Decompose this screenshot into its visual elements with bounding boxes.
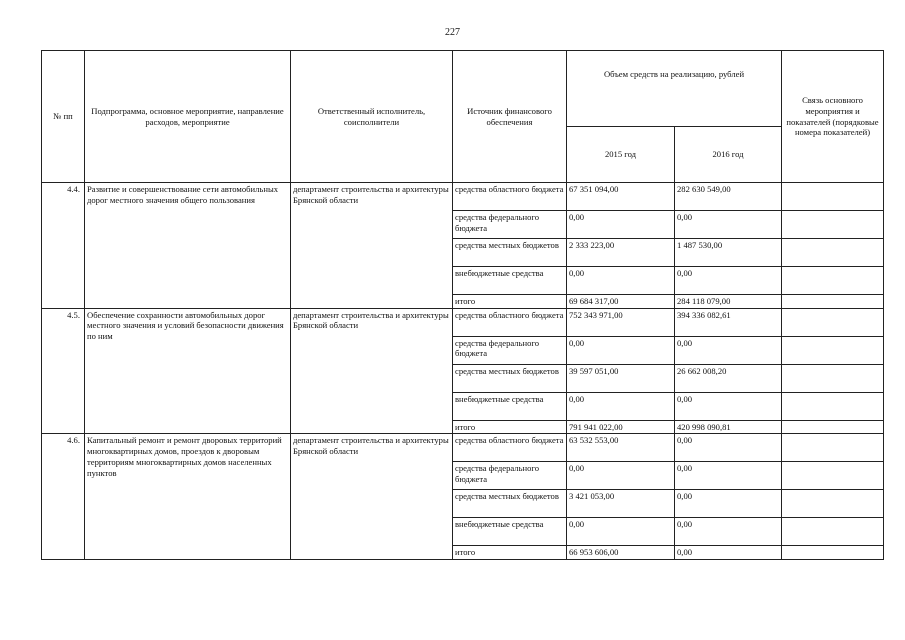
amount-2015: 63 532 553,00 (567, 434, 675, 462)
funding-source: средства федерального бюджета (453, 336, 567, 364)
link-cell (782, 308, 884, 336)
total-label: итого (453, 295, 567, 309)
total-2016: 420 998 090,81 (675, 420, 782, 434)
link-cell (782, 518, 884, 546)
link-cell (782, 462, 884, 490)
amount-2015: 0,00 (567, 336, 675, 364)
total-2015: 69 684 317,00 (567, 295, 675, 309)
link-cell (782, 392, 884, 420)
amount-2016: 0,00 (675, 336, 782, 364)
link-cell (782, 295, 884, 309)
header-source: Источник финансового обеспечения (453, 51, 567, 183)
amount-2016: 0,00 (675, 392, 782, 420)
header-volume: Объем средств на реализацию, рублей (567, 51, 782, 127)
section-number: 4.6. (42, 434, 85, 560)
funding-source: внебюджетные средства (453, 392, 567, 420)
total-2016: 0,00 (675, 546, 782, 560)
section-title: Развитие и совершенствование сети автомобильных дорог местного значения общего пользования (85, 183, 291, 309)
amount-2016: 394 336 082,61 (675, 308, 782, 336)
amount-2015: 2 333 223,00 (567, 239, 675, 267)
section-executor: департамент строительства и архитектуры Брянской области (291, 434, 453, 560)
link-cell (782, 546, 884, 560)
funding-source: средства областного бюджета (453, 308, 567, 336)
funding-source: средства федерального бюджета (453, 211, 567, 239)
section-executor: департамент строительства и архитектуры Брянской области (291, 183, 453, 309)
amount-2015: 0,00 (567, 518, 675, 546)
total-label: итого (453, 420, 567, 434)
amount-2015: 0,00 (567, 267, 675, 295)
amount-2015: 0,00 (567, 392, 675, 420)
funding-source: средства местных бюджетов (453, 364, 567, 392)
amount-2015: 0,00 (567, 462, 675, 490)
amount-2016: 282 630 549,00 (675, 183, 782, 211)
link-cell (782, 420, 884, 434)
amount-2016: 0,00 (675, 462, 782, 490)
funding-source: средства областного бюджета (453, 183, 567, 211)
total-2015: 66 953 606,00 (567, 546, 675, 560)
total-2016: 284 118 079,00 (675, 295, 782, 309)
header-year-2016: 2016 год (675, 127, 782, 183)
funding-source: средства областного бюджета (453, 434, 567, 462)
table-row (42, 434, 884, 462)
header-num: № пп (42, 51, 85, 183)
section-executor: департамент строительства и архитектуры Брянской области (291, 308, 453, 434)
amount-2016: 0,00 (675, 267, 782, 295)
amount-2016: 0,00 (675, 490, 782, 518)
table-row (42, 183, 884, 211)
budget-table (41, 50, 884, 560)
amount-2016: 0,00 (675, 434, 782, 462)
link-cell (782, 239, 884, 267)
amount-2016: 1 487 530,00 (675, 239, 782, 267)
section-title: Обеспечение сохранности автомобильных дорог местного значения и условий безопасности движения по ним (85, 308, 291, 434)
amount-2015: 3 421 053,00 (567, 490, 675, 518)
link-cell (782, 336, 884, 364)
amount-2016: 0,00 (675, 211, 782, 239)
amount-2015: 67 351 094,00 (567, 183, 675, 211)
amount-2015: 39 597 051,00 (567, 364, 675, 392)
link-cell (782, 183, 884, 211)
total-2015: 791 941 022,00 (567, 420, 675, 434)
table-row (42, 308, 884, 336)
header-link: Связь основного мероприятия и показателей (порядковые номера показателей) (782, 51, 884, 183)
section-title: Капитальный ремонт и ремонт дворовых территорий многоквартирных домов, проездов к дворовым территориям многоквартирных домов населенных пунктов (85, 434, 291, 560)
page-number: 227 (445, 27, 460, 38)
amount-2016: 26 662 008,20 (675, 364, 782, 392)
link-cell (782, 490, 884, 518)
funding-source: внебюджетные средства (453, 267, 567, 295)
header-program: Подпрограмма, основное мероприятие, направление расходов, мероприятие (85, 51, 291, 183)
link-cell (782, 364, 884, 392)
link-cell (782, 267, 884, 295)
link-cell (782, 434, 884, 462)
funding-source: средства местных бюджетов (453, 239, 567, 267)
amount-2015: 0,00 (567, 211, 675, 239)
section-number: 4.4. (42, 183, 85, 309)
section-number: 4.5. (42, 308, 85, 434)
table-body (42, 183, 884, 560)
amount-2015: 752 343 971,00 (567, 308, 675, 336)
total-label: итого (453, 546, 567, 560)
funding-source: внебюджетные средства (453, 518, 567, 546)
funding-source: средства федерального бюджета (453, 462, 567, 490)
amount-2016: 0,00 (675, 518, 782, 546)
header-executor: Ответственный исполнитель, соисполнители (291, 51, 453, 183)
funding-source: средства местных бюджетов (453, 490, 567, 518)
header-year-2015: 2015 год (567, 127, 675, 183)
link-cell (782, 211, 884, 239)
